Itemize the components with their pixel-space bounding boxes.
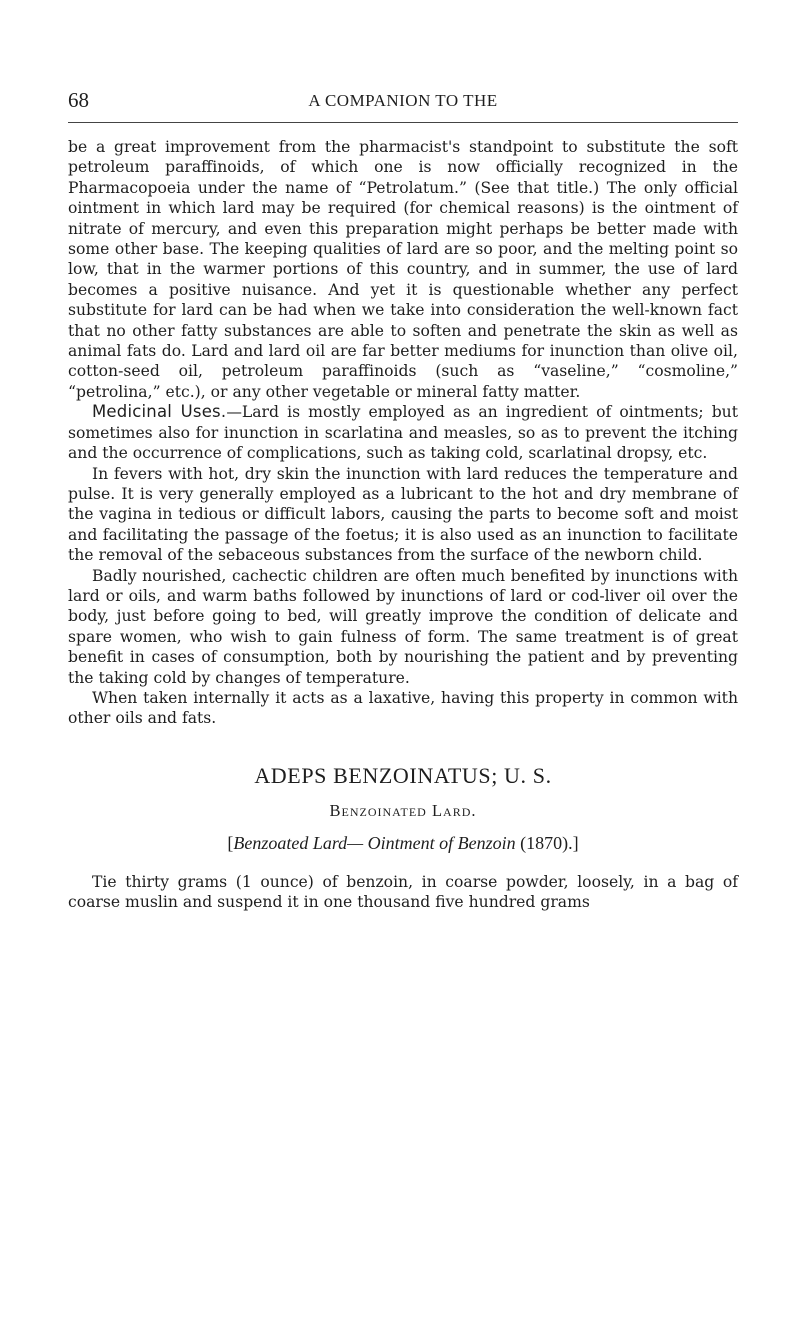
- body-text-continued: [68, 872, 738, 913]
- paragraph-medicinal-uses: [68, 402, 738, 463]
- running-head: [68, 88, 738, 118]
- paragraph-fevers: In fevers with hot, dry skin the inunction with lard reduces the temperature and pulse. It is very generally employed as a lubricant to the hot and dry membrane of the vagina in tedious or difficult labors, causing the parts to become soft and moist and facilitating the passage of the foetus; it is also used as an inunction to facilitate the removal of the sebaceous substances from the surface of the newborn child.: [68, 464, 738, 565]
- running-head-title: A COMPANION TO THE: [308, 91, 498, 110]
- note-italic-text: Benzoated Lard— Ointment of Benzoin: [233, 832, 516, 853]
- note-year: (1870).]: [515, 832, 579, 853]
- body-text: [68, 137, 738, 729]
- paragraph-nourished-children: Badly nourished, cachectic children are often much benefited by inunctions with lard or oils, and warm baths followed by inunctions of lard or cod-liver oil over the body, just before going to bed, will greatly improve the condition of delicate and spare women, who wish to gain fulness of form. The same treatment is of great benefit in cases of consumption, both by nourishing the patient and by preventing the taking cold by changes of temperature.: [68, 566, 738, 687]
- paragraph-petrolatum: be a great improvement from the pharmacist's standpoint to substitute the soft petroleum paraffinoids, of which one is now officially recognized in the Pharmacopoeia under the name of “Petrolatum.” (See that title.) The only official ointment in which lard may be required (for chemical reasons) is the ointment of nitrate of mercury, and even this preparation might perhaps be better made with some other base. The keeping qualities of lard are so poor, and the melting point so low, that in the warmer portions of this country, and in summer, the use of lard becomes a positive nuisance. And yet it is questionable whether any perfect substitute for lard can be had when we take into consideration the well-known fact that no other fatty substances are able to soften and penetrate the skin as well as animal fats do. Lard and lard oil are far better mediums for inunction than olive oil, cotton-seed oil, petroleum paraffinoids (such as “vaseline,” “cosmoline,” “petrolina,” etc.), or any other vegetable or mineral fatty matter.: [68, 138, 738, 401]
- section-adeps-benzoinatus: [68, 763, 738, 854]
- header-rule: [68, 122, 738, 123]
- medicinal-uses-text: —Lard is mostly employed as an ingredient of ointments; but sometimes also for inunction in scarlatina and measles, so as to prevent the itching and the occurrence of complications, such as taking cold, scarlatinal dropsy, etc.: [68, 403, 738, 463]
- note-open-bracket: [: [227, 832, 234, 853]
- section-subtitle: Benzoinated Lard.: [329, 800, 477, 820]
- medicinal-uses-heading: Medicinal Uses.: [92, 402, 227, 422]
- section-synonym-note: [68, 833, 738, 854]
- page-number: 68: [68, 88, 89, 112]
- book-page: [68, 88, 738, 913]
- section-title: ADEPS BENZOINATUS; U. S.: [254, 762, 552, 788]
- paragraph-laxative: When taken internally it acts as a laxative, having this property in common with other oils and fats.: [68, 688, 738, 728]
- paragraph-preparation: Tie thirty grams (1 ounce) of benzoin, in coarse powder, loosely, in a bag of coarse muslin and suspend it in one thousand five hundred grams: [68, 872, 738, 912]
